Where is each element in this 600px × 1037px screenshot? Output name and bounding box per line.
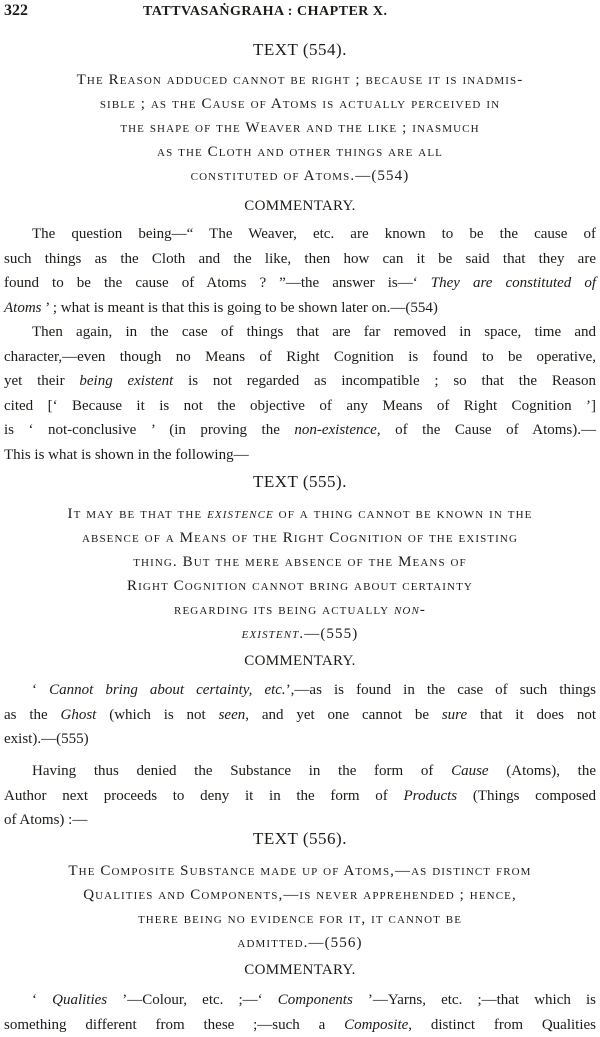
commentary-554-paragraph [4,222,596,320]
text-556-verse [0,859,600,955]
prose-line: Author next proceeds to deny it in the form of Products (Things composed [4,784,596,809]
verse-line: thing. But the mere absence of the Means of [0,550,600,574]
text-554-heading: TEXT (554). [0,40,600,60]
commentary-556-heading: COMMENTARY. [0,962,600,979]
text-555-heading: TEXT (555). [0,472,600,492]
prose-line: ‘ Qualities ’—Colour, etc. ;—‘ Components ’—Yarns, etc. ;—that which is [4,988,596,1013]
commentary-554-heading: COMMENTARY. [0,198,600,215]
prose-line: This is what is shown in the following— [4,443,596,468]
verse-line: Qualities and Components,—is never apprehended ; hence, [0,883,600,907]
prose-line: cited [‘ Because it is not the objective of any Means of Right Cognition ’] [4,394,596,419]
verse-line: absence of a Means of the Right Cognition of the existing [0,526,600,550]
prose-line: exist).—(555) [4,727,596,752]
verse-line: the shape of the Weaver and the like ; inasmuch [0,116,600,140]
prose-line: something different from these ;—such a Composite, distinct from Qualities [4,1013,596,1037]
prose-line: Having thus denied the Substance in the form of Cause (Atoms), the [4,759,596,784]
prose-line: found to be the cause of Atoms ? ”—the answer is—‘ They are constituted of [4,271,596,296]
prose-line: The question being—“ The Weaver, etc. are known to be the cause of [4,222,596,247]
prose-line: ‘ Cannot bring about certainty, etc.’,—as is found in the case of such things [4,678,596,703]
commentary-555-paragraph-2 [4,759,596,833]
commentary-556-paragraph [4,988,596,1037]
text-555-verse [0,502,600,646]
commentary-555-heading: COMMENTARY. [0,653,600,670]
running-head: TATTVASAṄGRAHA : CHAPTER X. [143,4,388,20]
verse-line: constituted of Atoms.—(554) [0,164,600,188]
page-number: 322 [4,2,28,20]
verse-line: Right Cognition cannot bring about certainty [0,574,600,598]
verse-line: The Composite Substance made up of Atoms,—as distinct from [0,859,600,883]
prose-line: as the Ghost (which is not seen, and yet one cannot be sure that it does not [4,703,596,728]
verse-line: regarding its being actually non- [0,598,600,622]
commentary-554-paragraph-2 [4,320,596,467]
text-556-heading: TEXT (556). [0,829,600,849]
commentary-555-paragraph [4,678,596,752]
prose-line: of Atoms) :— [4,808,596,833]
prose-line: Atoms ’ ; what is meant is that this is going to be shown later on.—(554) [4,296,596,321]
verse-line: It may be that the existence of a thing cannot be known in the [0,502,600,526]
verse-line: The Reason adduced cannot be right ; because it is inadmis- [0,68,600,92]
prose-line: is ‘ not-conclusive ’ (in proving the non-existence, of the Cause of Atoms).— [4,418,596,443]
prose-line: such things as the Cloth and the like, then how can it be said that they are [4,247,596,272]
verse-line: there being no evidence for it, it cannot be [0,907,600,931]
verse-line: existent.—(555) [0,622,600,646]
text-554-verse [0,68,600,188]
verse-line: admitted.—(556) [0,931,600,955]
verse-line: sible ; as the Cause of Atoms is actually perceived in [0,92,600,116]
prose-line: Then again, in the case of things that are far removed in space, time and [4,320,596,345]
prose-line: character,—even though no Means of Right Cognition is found to be operative, [4,345,596,370]
prose-line: yet their being existent is not regarded as incompatible ; so that the Reason [4,369,596,394]
verse-line: as the Cloth and other things are all [0,140,600,164]
